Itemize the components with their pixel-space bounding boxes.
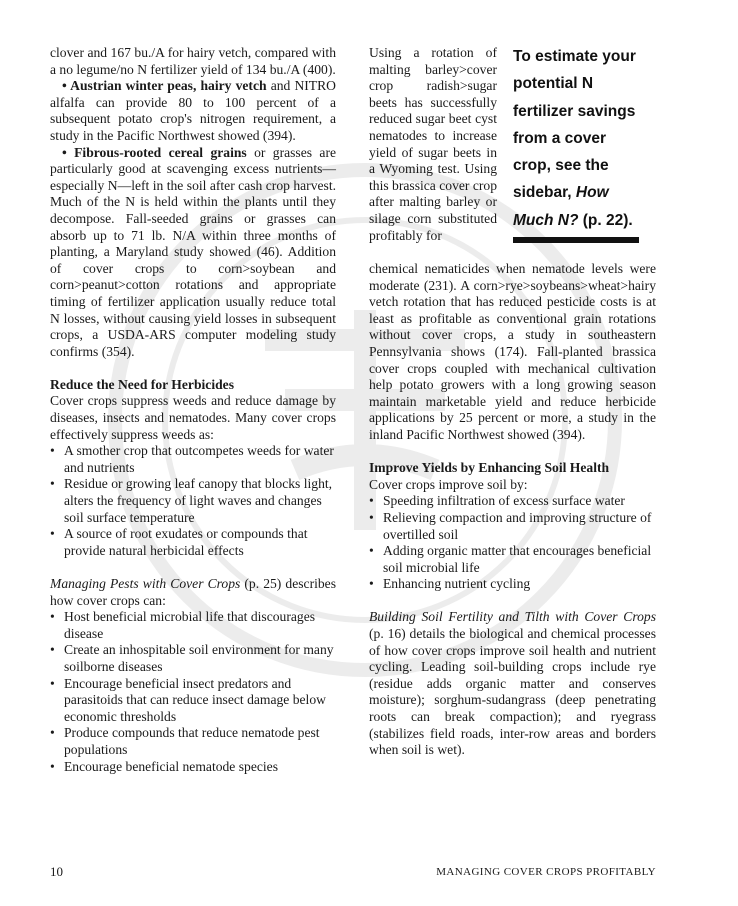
list-item: • Encourage beneficial insect predators and parasitoids that can reduce insect damage below economic thresholds xyxy=(50,676,336,726)
callout-text: To estimate your potential N fertilizer savings from a cover crop, see the sidebar, xyxy=(513,48,636,202)
list-item: • Relieving compaction and improving structure of overtilled soil xyxy=(369,510,656,543)
list-item: • Enhancing nutrient cycling xyxy=(369,576,656,593)
pests-title: Managing Pests with Cover Crops xyxy=(50,576,241,591)
list-item: • Residue or growing leaf canopy that blocks light, alters the frequency of light waves and changes soil surface temperature xyxy=(50,476,336,526)
fertility-text: (p. 16) details the biological and chemical processes of how cover crops improve soil health and nutrient cycling. Leading soil-building crops include rye (residue adds organic matter and conserves moisture); sorghum-sudangrass (deep penetrating roots can break compaction); and ryegrass (stabilizes field roads, inter-row areas and borders when soil is wet). xyxy=(369,626,656,758)
herbicide-intro: Cover crops suppress weeds and reduce damage by diseases, insects and nematodes. Many cover crops effectively suppress weeds as: xyxy=(50,393,336,442)
pests-text: (p. 25) describes how cover crops can: xyxy=(50,576,336,608)
callout-box xyxy=(513,43,641,234)
text-cereal-grains: or grasses are particularly good at scavenging excess nutrients—especially N—left in the soil after cash crop harvest. Much of the N is held within the plants until they decompose. Fall-seeded grains or grasses can absorb up to 71 lb. N/A within three months of planting, a Maryland study showed (46). Addition of cover crops to corn>soybean and corn>peanut>cotton rotations and appropriate timing of fertilizer application usually reduce total N losses, without causing yield losses in subsequent crops, a USDA-ARS computer modeling study confirms (354). xyxy=(50,144,336,359)
page-number: 10 xyxy=(50,864,63,879)
running-title: MANAGING COVER CROPS PROFITABLY xyxy=(436,866,656,878)
right-column-upper xyxy=(369,45,497,244)
yields-intro: Cover crops improve soil by: xyxy=(369,476,528,492)
paragraph-sugar-beets: Using a rotation of malting barley>cover crop radish>sugar beets has successfully reduced sugar beet cyst nematodes to increase yield of sugar beets in a Wyoming test. Using this brassica cover crop after malting barley or silage corn substituted profitably for xyxy=(369,45,497,243)
herbicide-list xyxy=(50,443,336,559)
paragraph-yield: clover and 167 bu./A for hairy vetch, compared with a no legume/no N fertilizer yield of 134 bu./A (400). xyxy=(50,45,336,77)
right-column-lower xyxy=(369,261,656,759)
left-column xyxy=(50,45,336,775)
paragraph-pests xyxy=(50,576,336,609)
list-item: • Produce compounds that reduce nematode pest populations xyxy=(50,725,336,758)
paragraph-cereal-grains xyxy=(50,145,336,361)
paragraph-winter-peas xyxy=(50,78,336,144)
heading-yields: Improve Yields by Enhancing Soil Health xyxy=(369,460,610,476)
list-item: • Host beneficial microbial life that discourages disease xyxy=(50,609,336,642)
lead-cereal-grains: • Fibrous-rooted cereal grains xyxy=(62,144,247,160)
lead-winter-peas: • Austrian winter peas, hairy vetch xyxy=(62,78,267,94)
list-item: • A source of root exudates or compounds that provide natural herbicidal effects xyxy=(50,526,336,559)
list-item: • A smother crop that outcompetes weeds for water and nutrients xyxy=(50,443,336,476)
yields-list xyxy=(369,493,656,593)
list-item: • Create an inhospitable soil environment for many soilborne diseases xyxy=(50,642,336,675)
callout-ref: (p. 22). xyxy=(578,211,633,229)
callout-sidebar-title: How Much N? xyxy=(513,184,609,229)
list-item: • Adding organic matter that encourages beneficial soil microbial life xyxy=(369,543,656,576)
heading-herbicides: Reduce the Need for Herbicides xyxy=(50,376,234,392)
list-item: • Speeding infiltration of excess surface water xyxy=(369,493,656,510)
text-winter-peas: and NITRO alfalfa can provide 80 to 100 percent of a subsequent potato crop's nitrogen requirement, a study in the Pacific Northwest showed (394). xyxy=(50,78,336,143)
pests-list xyxy=(50,609,336,775)
callout-rule xyxy=(513,237,639,243)
paragraph-nematicides: chemical nematicides when nematode levels were moderate (231). A corn>rye>soybeans>wheat>hairy vetch rotation that has reduced pesticide costs is at least as profitable as conventional grain rotations without cover crops, a study in southeastern Pennsylvania shows (174). Fall-planted brassica cover crops coupled with mechanical cultivation help potato growers with a long growing season maintain marketable yield and reduce herbicide applications by 25 percent or more, a study in the inland Pacific Northwest showed (394). xyxy=(369,261,656,442)
paragraph-fertility xyxy=(369,609,656,758)
list-item: • Encourage beneficial nematode species xyxy=(50,759,336,776)
fertility-title: Building Soil Fertility and Tilth with Cover Crops xyxy=(369,609,656,625)
